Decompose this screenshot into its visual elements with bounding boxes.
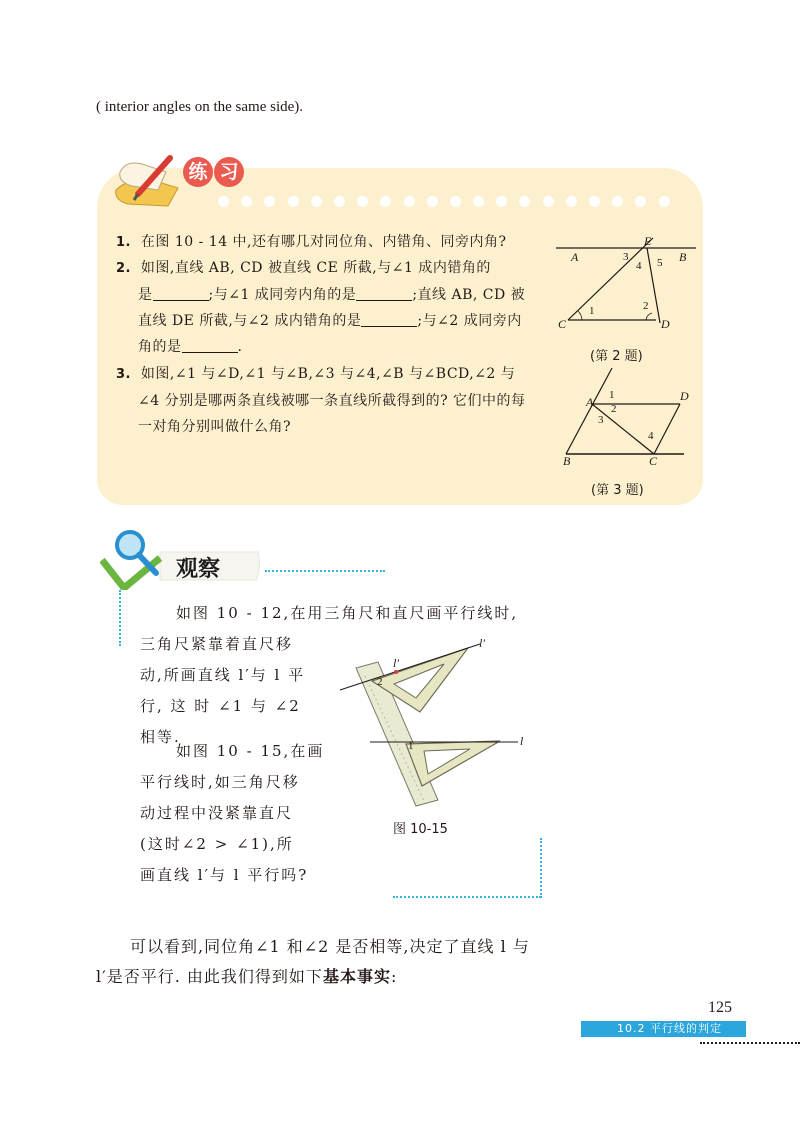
observe-paragraph-1: 如图 10 - 12,在用三角尺和直尺画平行线时, 三角尺紧靠着直尺移 动,所画直线 l′与 l 平 行, 这 时 ∠1 与 ∠2 相等. [140,604,519,746]
exercise-2: 2. 如图,直线 AB, CD 被直线 CE 所截,与∠1 成内错角的 是 ;与∠1 成同旁内角的是 ;直线 AB, CD 被 直线 DE 所截,与∠2 成内错角的是 ;与∠2 成同旁内 角的是 . [116,260,526,355]
exercise-1: 1. 在图 10 - 14 中,还有哪几对同位角、内错角、同旁内角? [116,234,507,250]
fig2-label-C: C [558,317,567,331]
footer-dotted-rule [700,1042,800,1044]
figure-problem-2 [556,233,706,333]
answer-blank[interactable] [361,311,417,327]
observe-paragraph-2: 如图 10 - 15,在画 平行线时,如三角尺移 动过程中没紧靠直尺 (这时∠2 > ∠1),所 画直线 l′与 l 平行吗? [140,742,325,884]
conclusion-paragraph: 可以看到,同位角∠1 和∠2 是否相等,决定了直线 l 与 l′是否平行. 由此我们得到如下基本事实: [96,937,530,986]
fig3-angle-2: 2 [611,403,617,415]
fig2-angle-2: 2 [643,300,649,312]
fig3-label-A: A [586,395,594,409]
fig3-angle-1: 1 [609,389,615,401]
dotted-rule-right [540,838,542,898]
fig3-label-B: B [563,454,571,468]
dotted-rule-bottom [393,896,541,898]
decorative-dots [218,192,688,206]
fig3-label-D: D [680,389,689,403]
intro-line: ( interior angles on the same side). [96,99,304,115]
practice-title-char-1: 练 [183,157,213,187]
magnifier-icon [108,527,164,579]
fig2-angle-3: 3 [623,251,629,263]
fig2-angle-5: 5 [657,257,663,269]
fig15-angle-1: 1 [408,740,414,752]
fig15-label-l-prime: l′ [479,636,485,650]
dotted-rule-left [119,590,121,646]
basic-fact-term: 基本事实 [322,967,391,986]
fig15-label-l-prime-2: l′ [393,656,399,670]
fig2-label-D: D [661,317,670,331]
fig2-label-B: B [679,250,687,264]
fig3-angle-4: 4 [648,430,654,442]
fig15-caption: 图 10-15 [393,822,448,837]
fig2-label-E: E [644,234,652,248]
fig3-angle-3: 3 [598,414,604,426]
section-footer: 10.2 平行线的判定 [581,1021,746,1037]
dotted-rule-top [265,570,385,572]
fig2-angle-1: 1 [589,305,595,317]
answer-blank[interactable] [182,337,238,353]
fig2-angle-4: 4 [636,260,642,272]
answer-blank[interactable] [356,285,412,301]
fig3-caption: (第 3 题) [591,483,644,498]
fig2-label-A: A [571,250,579,264]
fig3-label-C: C [649,454,658,468]
observe-title: 观察 [176,557,221,582]
fig15-label-l: l [520,734,524,748]
practice-title-char-2: 习 [214,157,244,187]
figure-problem-3 [560,366,690,462]
fig15-angle-2: 2 [377,676,383,688]
exercise-3: 3. 如图,∠1 与∠D,∠1 与∠B,∠3 与∠4,∠B 与∠BCD,∠2 与 ∠4 分别是哪两条直线被哪一条直线所截得到的? 它们中的每 一对角分别叫做什么角? [116,366,526,435]
answer-blank[interactable] [153,285,209,301]
pencil-paper-icon [108,150,188,210]
page-number: 125 [708,999,732,1016]
figure-10-15 [332,636,532,812]
fig2-caption: (第 2 题) [590,349,643,364]
